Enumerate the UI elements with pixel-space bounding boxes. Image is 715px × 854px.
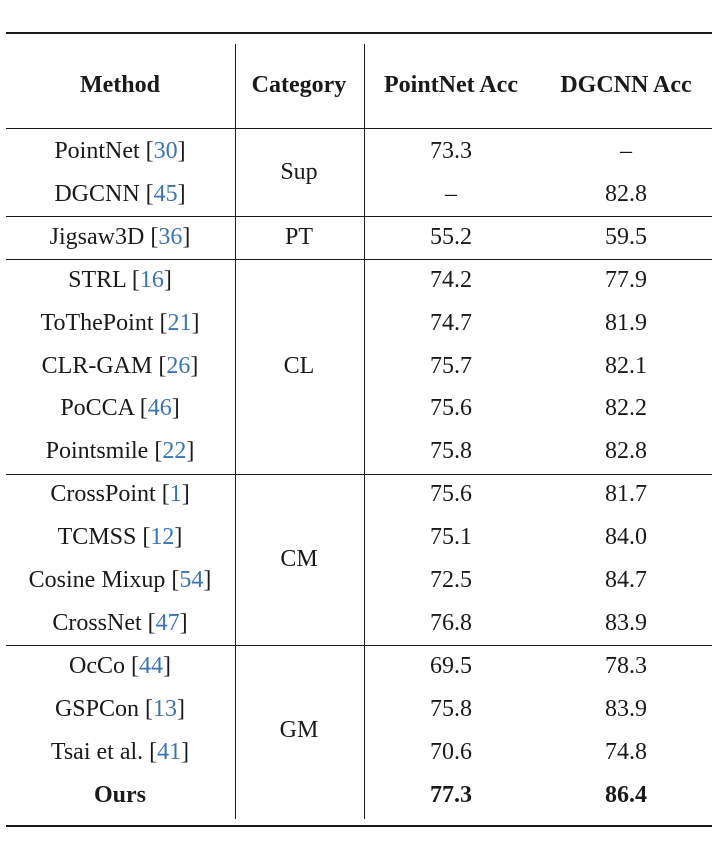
citation-link[interactable]: 26 (166, 352, 191, 379)
header-label: DGCNN Acc (560, 72, 692, 98)
category-label: GM (279, 717, 319, 744)
dgcnn-acc-cell (605, 523, 647, 551)
dgcnn-acc-value: 77.9 (605, 266, 647, 293)
method-name: Jigsaw3D (49, 223, 145, 250)
method-name: Ours (93, 781, 147, 808)
header-label: Category (251, 72, 347, 98)
dgcnn-acc-cell (605, 437, 647, 465)
dgcnn-acc-cell (605, 352, 647, 380)
citation-open-bracket: [ (165, 567, 180, 593)
group-separator (6, 216, 712, 217)
method-name: Cosine Mixup (28, 567, 166, 593)
citation-open-bracket: [ (136, 524, 151, 551)
citation-close-bracket: ] (171, 395, 180, 422)
method-cell (29, 566, 212, 594)
pointnet-acc-cell (430, 223, 472, 251)
method-cell (42, 352, 199, 380)
method-name: ToThePoint (40, 309, 154, 336)
category-label: CL (283, 352, 315, 379)
citation-link[interactable]: 30 (153, 138, 178, 164)
dgcnn-acc-cell (605, 566, 647, 594)
header-category (252, 71, 347, 99)
method-name: CrossNet (52, 609, 142, 636)
citation-close-bracket: ] (190, 352, 199, 379)
dgcnn-acc-value: 82.8 (605, 180, 647, 207)
citation-close-bracket: ] (177, 695, 186, 722)
pointnet-acc-value: 74.2 (430, 266, 472, 293)
method-cell (50, 480, 189, 508)
method-cell (68, 266, 172, 294)
dgcnn-acc-cell (605, 223, 647, 251)
method-cell (54, 137, 185, 165)
citation-open-bracket: [ (141, 609, 156, 636)
header-dgcnn-acc (560, 71, 691, 99)
method-cell (54, 180, 185, 208)
citation-link[interactable]: 13 (153, 695, 178, 722)
pointnet-acc-cell (430, 652, 472, 680)
bottom-rule (6, 825, 712, 827)
dgcnn-acc-cell (605, 394, 647, 422)
dgcnn-acc-value: 83.9 (605, 609, 647, 636)
pointnet-acc-cell (430, 394, 472, 422)
dgcnn-acc-value: 84.7 (605, 567, 647, 593)
method-name: PoCCA (60, 395, 134, 422)
category-label: PT (284, 223, 314, 250)
pointnet-acc-value: 70.6 (430, 738, 472, 765)
header-pointnet-acc (384, 71, 518, 99)
dgcnn-acc-cell (605, 266, 647, 294)
citation-open-bracket: [ (143, 738, 158, 765)
citation-open-bracket: [ (155, 481, 170, 508)
citation-close-bracket: ] (186, 438, 195, 465)
citation-link[interactable]: 41 (157, 738, 182, 765)
dgcnn-acc-cell (605, 480, 647, 508)
dgcnn-acc-value: 82.8 (605, 438, 647, 465)
method-name: OcCo (69, 652, 125, 679)
citation-link[interactable]: 12 (150, 524, 175, 551)
method-cell (60, 394, 179, 422)
method-cell (69, 652, 171, 680)
method-name: Pointsmile (45, 438, 149, 465)
citation-close-bracket: ] (182, 223, 191, 250)
pointnet-acc-value: 72.5 (430, 567, 472, 593)
pointnet-acc-value: 75.8 (430, 695, 472, 722)
top-rule (6, 32, 712, 34)
group-separator (6, 259, 712, 260)
group-separator (6, 474, 712, 475)
citation-close-bracket: ] (179, 609, 188, 636)
citation-open-bracket: [ (125, 652, 139, 679)
pointnet-acc-cell (430, 352, 472, 380)
citation-link[interactable]: 1 (169, 481, 182, 508)
dgcnn-acc-value: 78.3 (605, 652, 647, 679)
citation-link[interactable]: 36 (158, 223, 183, 250)
pointnet-acc-value: 73.3 (430, 138, 472, 164)
category-cell (280, 158, 317, 186)
citation-open-bracket: [ (139, 695, 154, 722)
dgcnn-acc-value: 81.7 (605, 481, 647, 508)
column-divider (364, 44, 365, 819)
method-name: PointNet (54, 138, 140, 164)
pointnet-acc-cell (445, 180, 457, 208)
citation-open-bracket: [ (133, 395, 148, 422)
pointnet-acc-cell (430, 137, 472, 165)
pointnet-acc-cell (430, 566, 472, 594)
pointnet-acc-cell (430, 609, 472, 637)
dgcnn-acc-value: 86.4 (605, 781, 647, 808)
dgcnn-acc-cell (605, 738, 647, 766)
method-cell (50, 223, 191, 251)
category-label: CM (280, 545, 318, 572)
pointnet-acc-value: 75.6 (430, 481, 472, 508)
citation-open-bracket: [ (144, 223, 159, 250)
pointnet-acc-cell (430, 437, 472, 465)
pointnet-acc-cell (430, 695, 472, 723)
header-rule (6, 128, 712, 129)
dgcnn-acc-value: 84.0 (605, 524, 647, 551)
citation-close-bracket: ] (181, 738, 190, 765)
pointnet-acc-value: 75.6 (430, 395, 472, 422)
citation-link[interactable]: 45 (153, 180, 178, 207)
citation-link[interactable]: 54 (179, 567, 204, 593)
dgcnn-acc-value: 83.9 (605, 695, 647, 722)
citation-link[interactable]: 21 (167, 309, 192, 336)
dgcnn-acc-cell (605, 652, 647, 680)
method-name: CLR-GAM (41, 352, 153, 379)
header-label: Method (80, 72, 160, 98)
category-label: Sup (280, 159, 318, 186)
pointnet-acc-value: 75.1 (430, 524, 472, 551)
method-cell (41, 309, 200, 337)
pointnet-acc-cell (430, 480, 472, 508)
pointnet-acc-value: – (445, 180, 457, 207)
method-name: STRL (68, 266, 126, 293)
citation-link[interactable]: 22 (162, 438, 187, 465)
dgcnn-acc-value: 82.1 (605, 352, 647, 379)
dgcnn-acc-cell (605, 609, 647, 637)
citation-link[interactable]: 47 (155, 609, 180, 636)
citation-close-bracket: ] (191, 309, 200, 336)
method-name: TCMSS (57, 524, 137, 551)
citation-close-bracket: ] (163, 266, 172, 293)
citation-open-bracket: [ (139, 138, 154, 164)
citation-open-bracket: [ (152, 352, 167, 379)
method-name: Tsai et al. (50, 738, 144, 765)
citation-link[interactable]: 44 (139, 652, 163, 679)
citation-link[interactable]: 46 (147, 395, 172, 422)
method-cell (58, 523, 183, 551)
pointnet-acc-value: 75.7 (430, 352, 472, 379)
method-name: DGCNN (54, 180, 140, 207)
pointnet-acc-cell (430, 781, 472, 809)
method-cell (46, 437, 195, 465)
citation-close-bracket: ] (174, 524, 183, 551)
group-separator (6, 645, 712, 646)
category-cell (285, 223, 313, 251)
pointnet-acc-value: 76.8 (430, 609, 472, 636)
pointnet-acc-cell (430, 523, 472, 551)
dgcnn-acc-value: 81.9 (605, 309, 647, 336)
citation-open-bracket: [ (125, 266, 140, 293)
pointnet-acc-value: 55.2 (430, 223, 472, 250)
method-name: CrossPoint (50, 481, 156, 508)
method-cell (55, 695, 185, 723)
category-cell (280, 545, 317, 573)
citation-close-bracket: ] (177, 138, 186, 164)
category-cell (284, 352, 315, 380)
method-name: GSPCon (54, 695, 140, 722)
dgcnn-acc-value: – (620, 138, 632, 164)
dgcnn-acc-cell (605, 781, 647, 809)
pointnet-acc-cell (430, 309, 472, 337)
citation-close-bracket: ] (181, 481, 190, 508)
category-cell (280, 716, 319, 744)
dgcnn-acc-cell (605, 180, 647, 208)
pointnet-acc-value: 69.5 (430, 652, 472, 679)
method-cell (51, 738, 189, 766)
citation-close-bracket: ] (177, 180, 186, 207)
method-cell (94, 781, 146, 809)
pointnet-acc-value: 77.3 (430, 781, 472, 808)
citation-link[interactable]: 16 (139, 266, 164, 293)
column-divider (235, 44, 236, 819)
citation-open-bracket: [ (148, 438, 163, 465)
dgcnn-acc-cell (620, 137, 632, 165)
citation-close-bracket: ] (203, 567, 212, 593)
dgcnn-acc-cell (605, 309, 647, 337)
dgcnn-acc-cell (605, 695, 647, 723)
citation-open-bracket: [ (139, 180, 154, 207)
citation-close-bracket: ] (163, 652, 171, 679)
dgcnn-acc-value: 82.2 (605, 395, 647, 422)
header-method (80, 71, 160, 99)
pointnet-acc-value: 75.8 (430, 438, 472, 465)
dgcnn-acc-value: 74.8 (605, 738, 647, 765)
header-label: PointNet Acc (384, 72, 518, 98)
pointnet-acc-cell (430, 266, 472, 294)
pointnet-acc-value: 74.7 (430, 309, 472, 336)
method-cell (52, 609, 187, 637)
dgcnn-acc-value: 59.5 (605, 223, 647, 250)
citation-open-bracket: [ (153, 309, 168, 336)
pointnet-acc-cell (430, 738, 472, 766)
